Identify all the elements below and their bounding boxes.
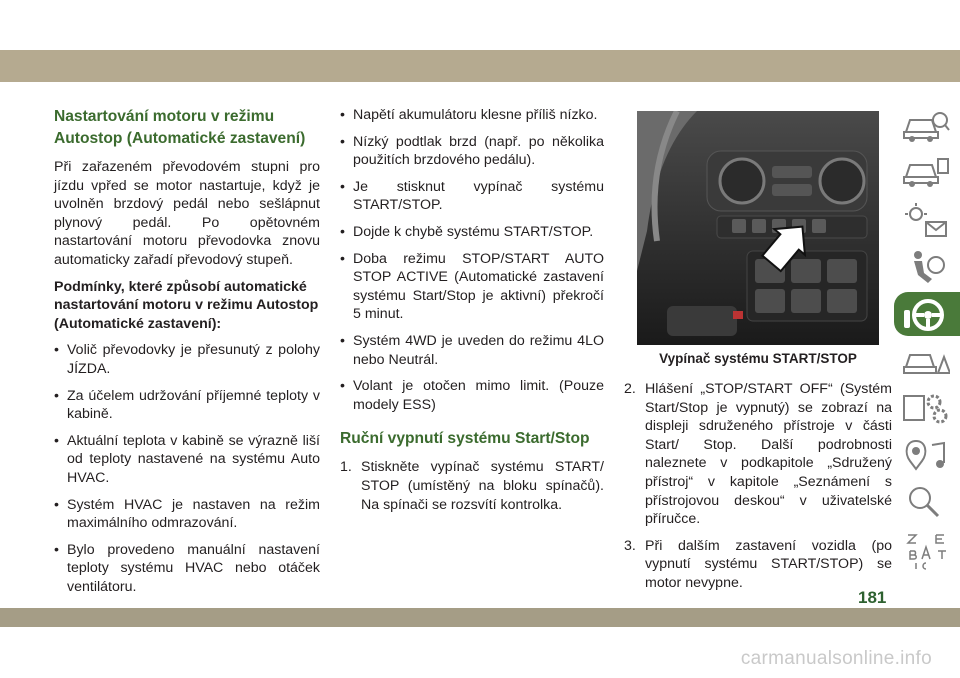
list-item: [624, 380, 892, 529]
step-number: 1.: [340, 459, 352, 476]
tab-tools[interactable]: [894, 480, 960, 524]
tab-car-hazard[interactable]: [894, 339, 960, 383]
step-text: Při dalším zastavení vozidla (po vypnutí systému START/STOP) se motor nevypne.: [645, 537, 892, 591]
page-number: 181: [858, 588, 887, 607]
tab-car-info[interactable]: [894, 151, 960, 195]
list-item: • Za účelem udržování příjemné teploty v kabině.: [54, 387, 320, 424]
list-item: • Systém 4WD je uveden do režimu 4LO nebo Neutrál.: [340, 332, 604, 369]
list-item: • Nízký podtlak brzd (např. po několika použitích brzdového pedálu).: [340, 133, 604, 170]
conditions-title: Podmínky, které způsobí automatické nastartování motoru v režimu Autostop (Automatické zastavení):: [54, 278, 319, 332]
tab-index[interactable]: [894, 527, 960, 571]
list-item: [624, 537, 892, 593]
middle-column: [340, 106, 604, 522]
list-item: • Aktuální teplota v kabině se výrazně liší od teploty nastavené na systému Auto HVAC.: [54, 432, 320, 488]
intro-paragraph: Při zařazeném převodovém stupni pro jízdu vpřed se motor nastartuje, když je uvolněn brzdový pedál nebo sešlápnut plynový pedál. Po opětovném nastartování motoru převodovka znovu automaticky zařadí převodový stupeň.: [54, 159, 320, 268]
conditions-list-continued: [340, 106, 604, 414]
car-info-icon: [902, 155, 950, 191]
steering-wheel-icon: [902, 296, 950, 334]
step-text: Stiskněte vypínač systému START/ STOP (umístěný na bloku spínačů). Na spínači se rozsvítí kontrolka.: [361, 459, 604, 513]
tab-warning-lights[interactable]: [894, 198, 960, 242]
top-band: [0, 50, 960, 82]
steps-list-continued: [624, 380, 892, 593]
autostop-restart-heading: Nastartování motoru v režimu Autostop (Automatické zastavení): [54, 108, 306, 147]
watermark-text: carmanualsonline.info: [740, 648, 932, 669]
step-number: 3.: [624, 537, 636, 554]
warning-lights-icon: [902, 202, 950, 238]
list-item: • Je stisknut vypínač systému START/STOP.: [340, 178, 604, 215]
photo-caption: Vypínač systému START/STOP: [659, 351, 857, 366]
left-column: [54, 106, 320, 604]
step-text: Hlášení „STOP/START OFF“ (Systém Start/Stop je vypnutý) se zobrazí na displeji sdruženého přístroje v části Start/ Stop. Další podrobnosti naleznete v podkapitole „Sdružený přístroj“ v kapitole „Seznámení s přístrojovou deskou“ v uživatelské příručce.: [645, 381, 892, 528]
start-stop-switch-photo: [637, 111, 879, 345]
right-column: [624, 380, 892, 601]
tab-car-search[interactable]: [894, 104, 960, 148]
watermark: [0, 648, 960, 670]
steps-list: [340, 458, 604, 514]
tab-maintenance[interactable]: [894, 386, 960, 430]
list-item: • Volant je otočen mimo limit. (Pouze modely ESS): [340, 377, 604, 414]
chapter-tabs: [894, 104, 960, 574]
maintenance-gears-icon: [902, 390, 950, 426]
conditions-list: [54, 341, 320, 596]
airbag-seat-icon: [902, 249, 950, 285]
list-item: [340, 458, 604, 514]
list-item: • Dojde k chybě systému START/STOP.: [340, 223, 604, 242]
multimedia-icon: [902, 437, 950, 473]
wrench-icon: [902, 484, 950, 520]
list-item: • Systém HVAC je nastaven na režim maximálního odmrazování.: [54, 496, 320, 533]
tab-multimedia[interactable]: [894, 433, 960, 477]
car-hazard-icon: [902, 343, 950, 379]
manual-disable-heading: Ruční vypnutí systému Start/Stop: [340, 430, 590, 448]
tab-steering-wheel[interactable]: [894, 292, 960, 336]
list-item: • Doba režimu STOP/START AUTO STOP ACTIVE (Automatické zastavení systému Start/Stop je aktivní) překročí 5 minut.: [340, 250, 604, 324]
index-letters-icon: [902, 531, 950, 571]
list-item: • Napětí akumulátoru klesne příliš nízko.: [340, 106, 604, 125]
car-search-icon: [902, 108, 950, 144]
dashboard-switch-illustration: [637, 111, 879, 345]
list-item: • Bylo provedeno manuální nastavení teploty systému HVAC nebo otáček ventilátoru.: [54, 541, 320, 597]
tab-airbag-seat[interactable]: [894, 245, 960, 289]
bottom-band: [0, 608, 960, 627]
list-item: • Volič převodovky je přesunutý z polohy JÍZDA.: [54, 341, 320, 378]
step-number: 2.: [624, 381, 636, 397]
